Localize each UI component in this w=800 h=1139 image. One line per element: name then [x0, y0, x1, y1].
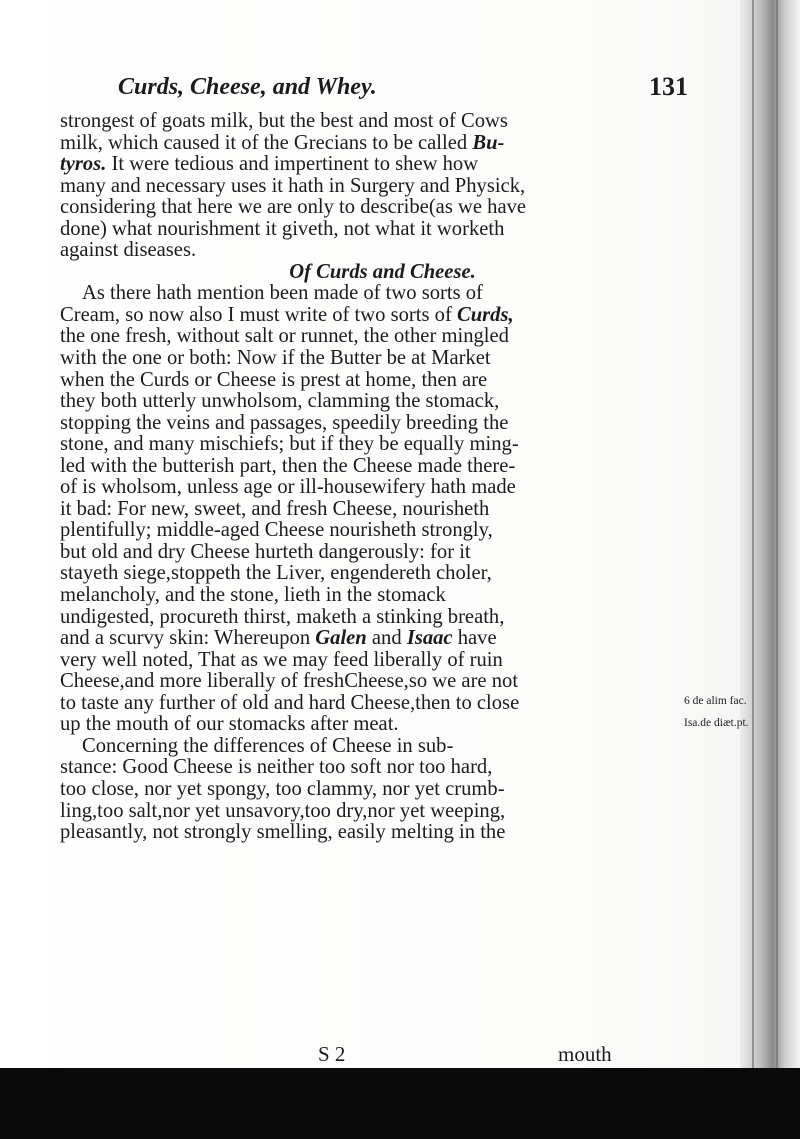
text-line: stance: Good Cheese is neither too soft nor too hard, — [60, 756, 493, 779]
text-line: plentifully; middle-aged Cheese nourisheth strongly, — [60, 519, 493, 542]
running-header — [118, 72, 688, 104]
text-line: to taste any further of old and hard Cheese,then to close — [60, 691, 520, 714]
text-line: stayeth siege,stoppeth the Liver, engendereth choler, — [60, 562, 492, 585]
gutter-shadow-line — [752, 0, 754, 1139]
text-line: up the mouth of our stomacks after meat. — [60, 713, 399, 736]
text-line: ling,too salt,nor yet unsavory,too dry,nor yet weeping, — [60, 799, 506, 822]
margin-note: 6 de alim fac. — [684, 695, 747, 707]
text-line: stone, and many mischiefs; but if they be equally ming- — [60, 433, 519, 456]
text-line: many and necessary uses it hath in Surgery and Physick, — [60, 174, 526, 197]
text-line: stopping the veins and passages, speedily breeding the — [60, 411, 509, 434]
text-line: tyros. It were tedious and impertinent to shew how — [60, 153, 479, 176]
text-line: against diseases. — [60, 239, 197, 262]
text-line: with the one or both: Now if the Butter be at Market — [60, 347, 491, 370]
text-line: very well noted, That as we may feed liberally of ruin — [60, 648, 503, 671]
text-line: strongest of goats milk, but the best and most of Cows — [60, 110, 508, 132]
text-line: Concerning the differences of Cheese in sub- — [82, 734, 454, 757]
section-heading: Of Curds and Cheese. — [289, 260, 476, 283]
text-line: of is wholsom, unless age or ill-housewifery hath made — [60, 476, 516, 499]
text-line: they both utterly unwholsom, clamming the stomack, — [60, 390, 500, 413]
text-line: done) what nourishment it giveth, not what it worketh — [60, 217, 505, 240]
text-line: melancholy, and the stone, lieth in the stomack — [60, 584, 446, 607]
text-line: the one fresh, without salt or runnet, the other mingled — [60, 325, 509, 348]
book-gutter — [740, 0, 800, 1139]
text-line: it bad: For new, sweet, and fresh Cheese, nourisheth — [60, 497, 490, 520]
text-line: considering that here we are only to describe(as we have — [60, 196, 527, 219]
margin-note: Isa.de diæt.pt. — [684, 717, 749, 729]
scan-bottom-edge — [0, 1068, 800, 1139]
text-line: Cream, so now also I must write of two sorts of Curds, — [60, 303, 514, 326]
text-line: too close, nor yet spongy, too clammy, nor yet crumb- — [60, 777, 505, 800]
signature-mark: S 2 — [318, 1042, 346, 1066]
page-number: 131 — [649, 72, 688, 101]
text-line: As there hath mention been made of two sorts of — [82, 282, 483, 305]
catchword: mouth — [558, 1042, 612, 1066]
body-text — [60, 111, 705, 844]
running-title: Curds, Cheese, and Whey. — [118, 74, 377, 100]
text-line: pleasantly, not strongly smelling, easily melting in the — [60, 821, 506, 844]
text-line: and a scurvy skin: Whereupon Galen and Isaac have — [60, 627, 497, 650]
gutter-shadow-line — [776, 0, 778, 1139]
text-line: milk, which caused it of the Grecians to be called Bu- — [60, 131, 505, 154]
text-line: undigested, procureth thirst, maketh a stinking breath, — [60, 605, 505, 628]
text-line: Cheese,and more liberally of freshCheese,so we are not — [60, 670, 519, 693]
text-line: but old and dry Cheese hurteth dangerously: for it — [60, 540, 471, 563]
text-line: when the Curds or Cheese is prest at home, then are — [60, 368, 488, 391]
text-line: led with the butterish part, then the Cheese made there- — [60, 454, 516, 477]
